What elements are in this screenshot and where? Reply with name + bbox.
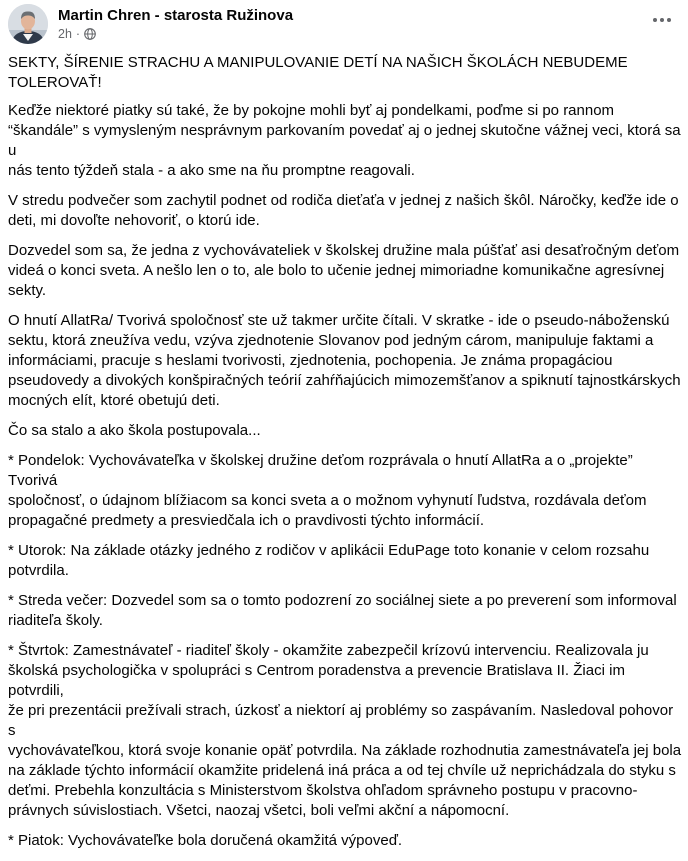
post-paragraph: O hnutí AllatRa/ Tvorivá spoločnosť ste už takmer určite čítali. V skratke - ide o pseudo-náboženskú sektu, ktorá zneužíva vedu, vzýva zjednotenie Slovanov pod jedným cárom, manipuluje faktami a informáciami, pracuje s heslami tvorivosti, zjednotenia, pochopenia. Je známa propagáciou pseudovedy a divokých konšpiračných teórií zahŕňajúcich mimozemšťanov a spiknutí tajnostkárskych mocných elít, ktoré obetujú deti. bbox=[8, 312, 681, 409]
post-meta bbox=[58, 27, 96, 41]
post-paragraph: Dozvedel som sa, že jedna z vychovávateliek v školskej družine mala púšťať asi desaťročným deťom videá o konci sveta. A nešlo len o to, ale bolo to učenie jednej mimoriadne komunikačne agresívnej sekty. bbox=[8, 242, 680, 299]
globe-icon[interactable] bbox=[84, 28, 96, 40]
timeline-item: * Piatok: Vychovávateľke bola doručená okamžitá výpoveď. bbox=[8, 832, 403, 849]
timeline-item: * Utorok: Na základe otázky jedného z rodičov v aplikácii EduPage toto konanie v celom rozsahu potvrdila. bbox=[8, 542, 650, 579]
profile-photo bbox=[8, 4, 48, 44]
post-headline: SEKTY, ŠÍRENIE STRACHU A MANIPULOVANIE DETÍ NA NAŠICH ŠKOLÁCH NEBUDEME TOLEROVAŤ! bbox=[8, 54, 628, 91]
more-options-icon bbox=[652, 17, 672, 23]
post-text bbox=[8, 53, 684, 861]
author-name[interactable]: Martin Chren - starosta Ružinova bbox=[58, 7, 294, 24]
timeline-item: * Pondelok: Vychovávateľka v školskej družine deťom rozprávala o hnutí AllatRa a o „projekte” Tvorivá spoločnosť, o údajnom blížiacom sa konci sveta a o možnom vyhynutí ľudstva, rozdávala deťom propagačné predmety a presviedčala ich o pravdivosti týchto informácií. bbox=[8, 452, 647, 529]
post-time[interactable]: 2h bbox=[58, 27, 72, 41]
more-options-button[interactable] bbox=[648, 10, 676, 30]
post-paragraph: Čo sa stalo a ako škola postupovala... bbox=[8, 422, 261, 439]
timeline-item: * Štvrtok: Zamestnávateľ - riaditeľ školy - okamžite zabezpečil krízovú intervenciu. Realizovala ju školská psychologička v spolupráci s Centrom poradenstva a prevencie Bratislava II. Žiaci im potvrdili, že pri prezentácii prežívali strach, úzkosť a niektorí aj problémy so zaspávaním. Nasledoval pohovor s vychovávateľkou, ktorá svoje konanie opäť potvrdila. Na základe rozhodnutia zamestnávateľa jej bola na základe týchto informácií okamžite pridelená iná práca a od tej chvíle už neprichádzala do styku s deťmi. Prebehla konzultácia s Ministerstvom školstva ohľadom správneho postupu v pracovno- právnych súvislostiach. Všetci, naozaj všetci, boli veľmi akční a nápomocní. bbox=[8, 642, 682, 819]
meta-separator: · bbox=[75, 27, 81, 41]
post-paragraph: V stredu podvečer som zachytil podnet od rodiča dieťaťa v jednej z našich škôl. Náročky, keďže ide o deti, mi dovoľte nehovoriť, o ktorú ide. bbox=[8, 192, 679, 229]
post-header bbox=[0, 0, 688, 46]
avatar[interactable] bbox=[8, 4, 48, 44]
post-paragraph: Keďže niektoré piatky sú také, že by pokojne mohli byť aj pondelkami, poďme si po rannom “škandále” s vymysleným nesprávnym parkovaním povedať aj o jednej skutočne vážnej veci, ktorá sa u nás tento týždeň stala - a ako sme na ňu promptne reagovali. bbox=[8, 102, 681, 179]
timeline-item: * Streda večer: Dozvedel som sa o tomto podozrení zo sociálnej siete a po preverení som informoval riaditeľa školy. bbox=[8, 592, 677, 629]
